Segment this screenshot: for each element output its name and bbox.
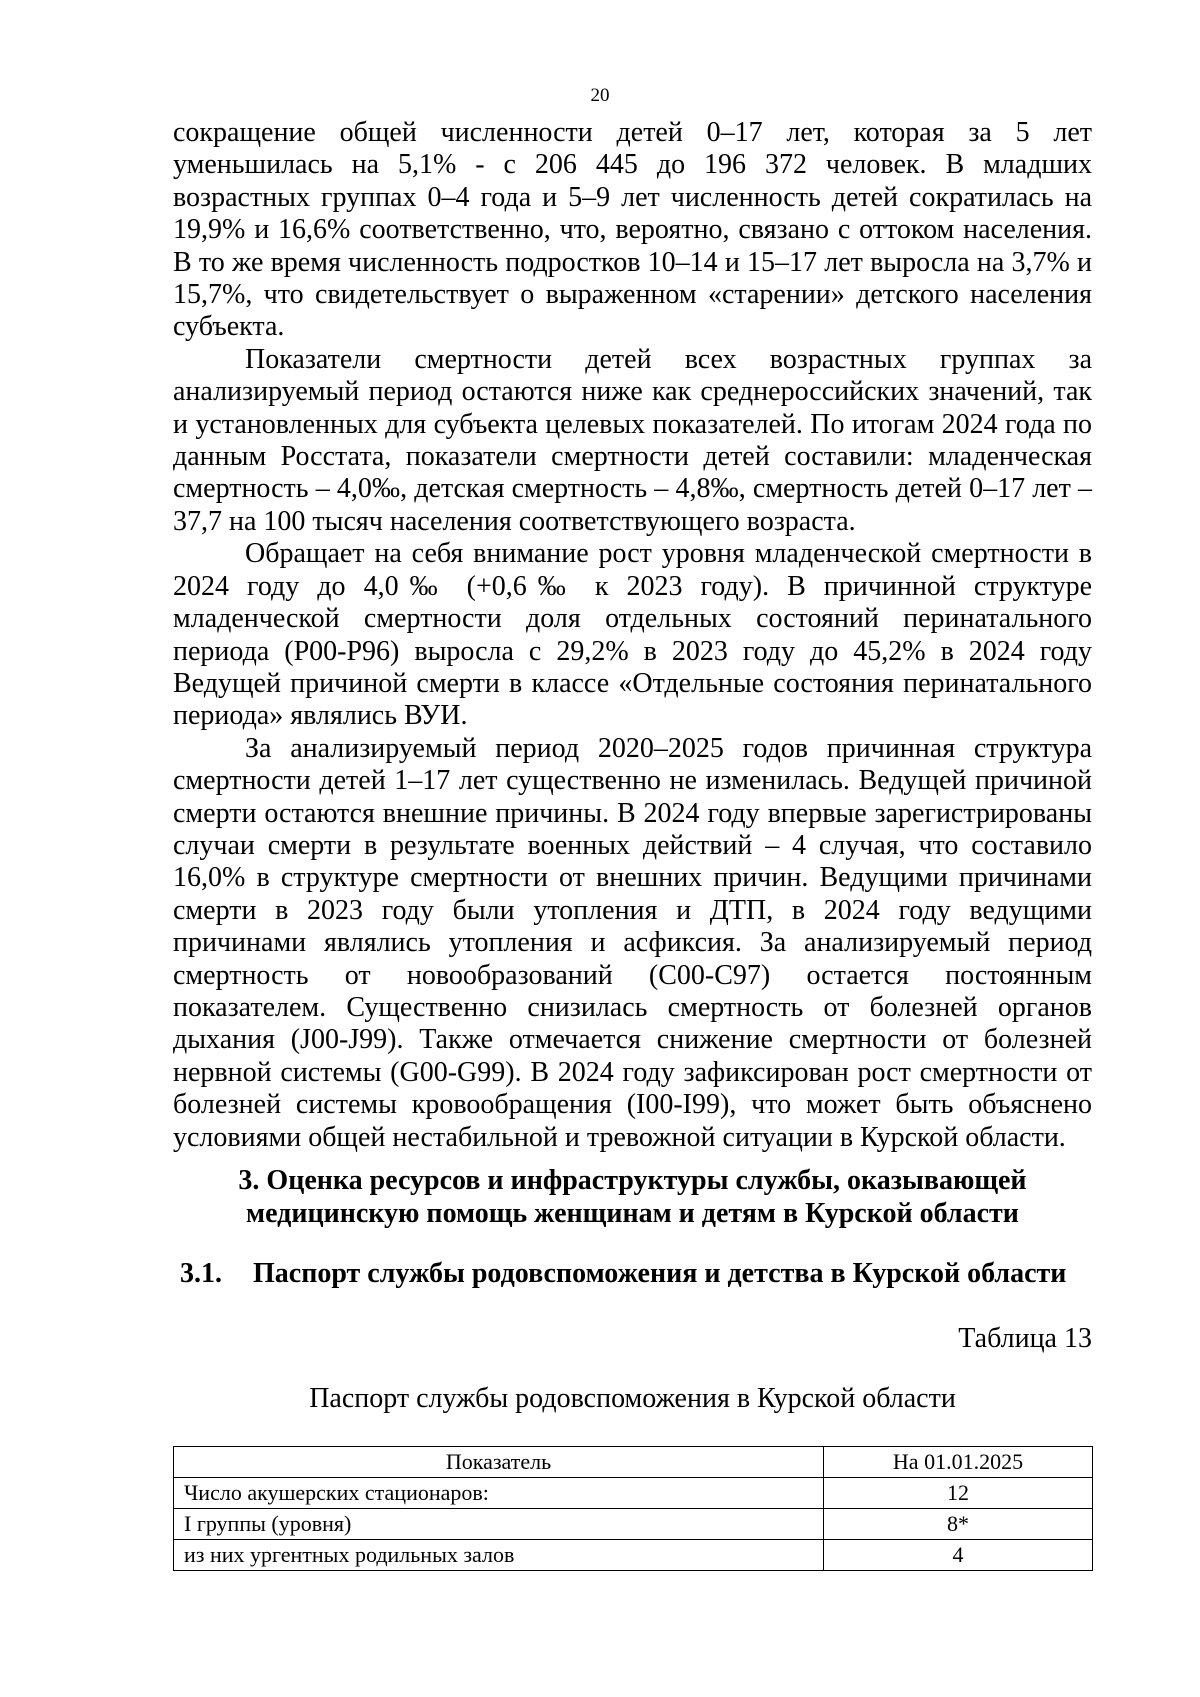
subsection-title-text: Паспорт службы родовспоможения и детства в Курской области <box>253 1258 1067 1289</box>
paragraph-1: сокращение общей численности детей 0–17 лет, которая за 5 лет уменьшилась на 5,1% - с 206 445 до 196 372 человек. В младших возрастных группах 0–4 года и 5–9 лет численность детей сократилась на 19,9% и 16,6% соответственно, что, вероятно, связано с оттоком населения. В то же время численность подростков 10–14 и 15–17 лет выросла на 3,7% и 15,7%, что свидетельствует о выраженном «старении» детского населения субъекта. <box>173 117 1092 343</box>
paragraph-2: Показатели смертности детей всех возрастных группах за анализируемый период остаются ниже как среднероссийских значений, так и установленных для субъекта целевых показателей. По итогам 2024 года по данным Росстата, показатели смертности детей составили: младенческая смертность – 4,0‰, детская смертность – 4,8‰, смертность детей 0–17 лет – 37,7 на 100 тысяч населения соответствующего возраста. <box>173 343 1092 537</box>
table-label: Таблица 13 <box>958 1323 1092 1354</box>
table-cell-label: Число акушерских стационаров: <box>174 1478 824 1509</box>
paragraph-3: Обращает на себя внимание рост уровня младенческой смертности в 2024 году до 4,0‰ (+0,6‰ к 2023 году). В причинной структуре младенческой смертности доля отдельных состояний перинатального периода (P00-P96) выросла с 29,2% в 2023 году до 45,2% в 2024 году Ведущей причиной смерти в классе «Отдельные состояния перинатального периода» являлись ВУИ. <box>173 538 1092 732</box>
section-title-line-2: медицинскую помощь женщинам и детям в Курской области <box>246 1198 1019 1229</box>
table-cell-value: 8* <box>824 1509 1093 1540</box>
subsection-number: 3.1. <box>180 1258 222 1289</box>
column-header-date: На 01.01.2025 <box>824 1447 1093 1478</box>
table-row <box>174 1478 1093 1509</box>
section-title-line-1: 3. Оценка ресурсов и инфраструктуры службы, оказывающей <box>238 1165 1027 1196</box>
body-text <box>173 117 1092 1154</box>
table-caption: Паспорт службы родовспоможения в Курской области <box>309 1383 956 1414</box>
section-title <box>173 1164 1092 1230</box>
table-cell-value: 12 <box>824 1478 1093 1509</box>
table-header-row <box>174 1447 1093 1478</box>
table-cell-value: 4 <box>824 1540 1093 1571</box>
table-cell-label: из них ургентных родильных залов <box>174 1540 824 1571</box>
column-header-indicator: Показатель <box>174 1447 824 1478</box>
subsection-title <box>180 1257 1092 1290</box>
table-row <box>174 1509 1093 1540</box>
paragraph-4: За анализируемый период 2020–2025 годов причинная структура смертности детей 1–17 лет существенно не изменилась. Ведущей причиной смерти остаются внешние причины. В 2024 году впервые зарегистрированы случаи смерти в результате военных действий – 4 случая, что составило 16,0% в структуре смертности от внешних причин. Ведущими причинами смерти в 2023 году были утопления и ДТП, в 2024 году ведущими причинами являлись утопления и асфиксия. За анализируемый период смертность от новообразований (C00-C97) остается постоянным показателем. Существенно снизилась смертность от болезней органов дыхания (J00-J99). Также отмечается снижение смертности от болезней нервной системы (G00-G99). В 2024 году зафиксирован рост смертности от болезней системы кровообращения (I00-I99), что может быть объяснено условиями общей нестабильной и тревожной ситуации в Курской области. <box>173 732 1092 1153</box>
table-cell-label: I группы (уровня) <box>174 1509 824 1540</box>
page-number: 20 <box>590 85 610 106</box>
table-row <box>174 1540 1093 1571</box>
passport-table <box>173 1446 1093 1571</box>
